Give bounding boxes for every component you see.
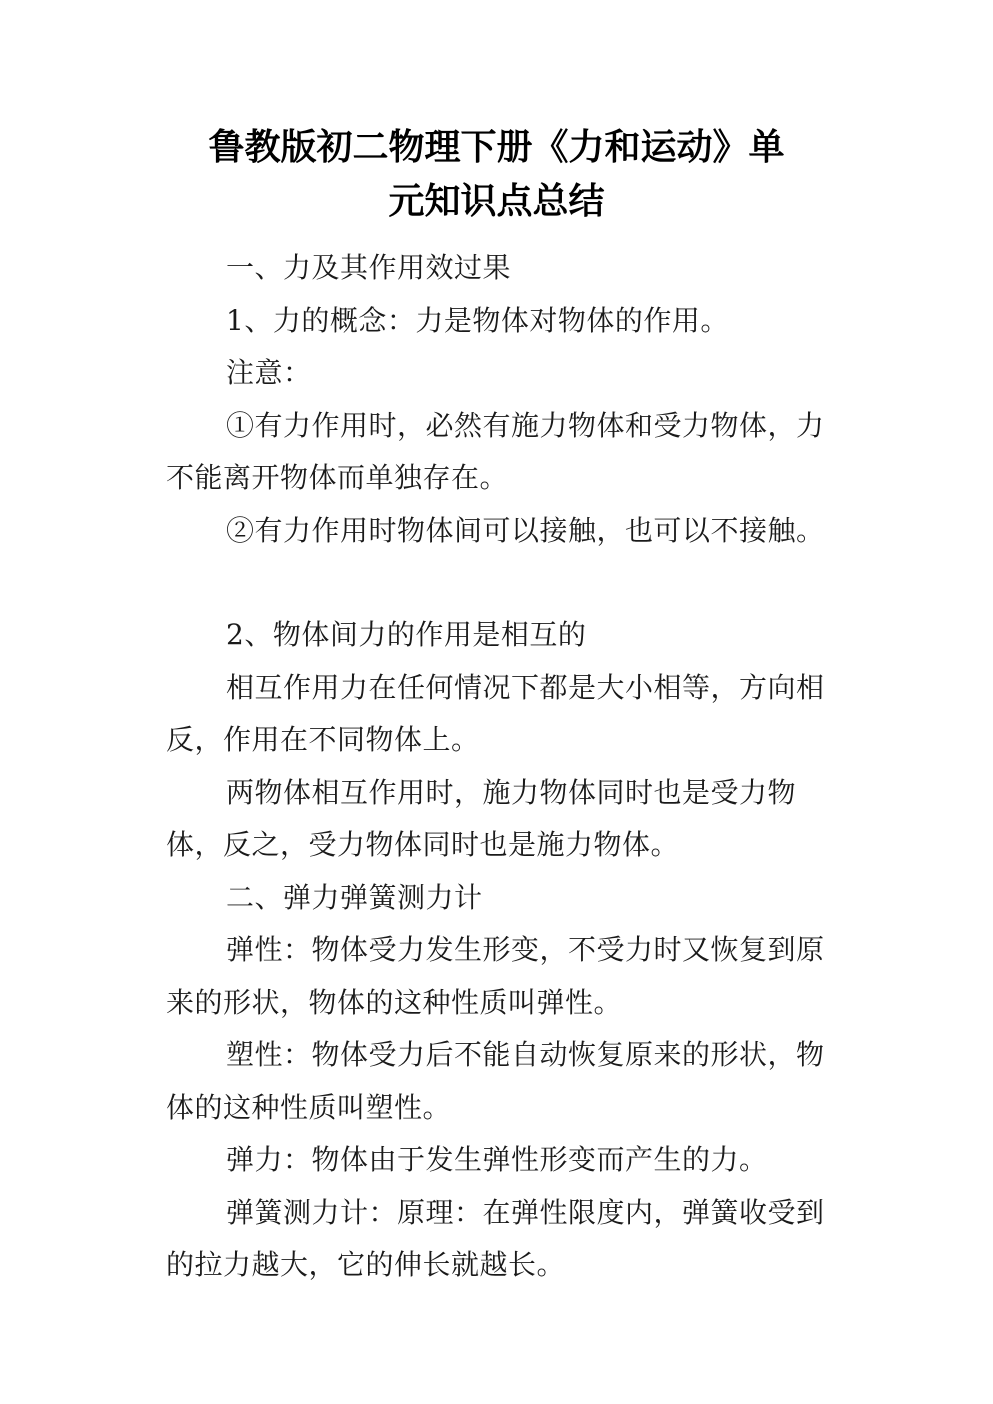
paragraph-plasticity: 塑性：物体受力后不能自动恢复原来的形状，物体的这种性质叫塑性。: [166, 1038, 825, 1124]
document-title-line-1: 鲁教版初二物理下册《力和运动》单: [208, 127, 785, 168]
paragraph-mutual-force-2: 两物体相互作用时，施力物体同时也是受力物体，反之，受力物体同时也是施力物体。: [166, 775, 797, 861]
paragraph-force-concept: 1、力的概念：力是物体对物体的作用。: [226, 303, 729, 337]
section-heading-elastic-force: 二、弹力弹簧测力计: [226, 880, 483, 914]
paragraph-note-label: 注意：: [226, 356, 312, 389]
paragraph-note-1: ①有力作用时，必然有施力物体和受力物体，力不能离开物体而单独存在。: [166, 408, 825, 494]
paragraph-note-2: ②有力作用时物体间可以接触，也可以不接触。: [226, 513, 825, 547]
paragraph-elastic-force: 弹力：物体由于发生弹性形变而产生的力。: [226, 1143, 768, 1176]
paragraph-spring-scale: 弹簧测力计：原理：在弹性限度内，弹簧收受到的拉力越大，它的伸长就越长。: [166, 1195, 825, 1281]
paragraph-mutual-force-heading: 2、物体间力的作用是相互的: [226, 618, 587, 651]
section-heading-force: 一、力及其作用效过果: [226, 251, 512, 284]
document-body: [166, 242, 846, 1292]
paragraph-spacer: [166, 557, 846, 609]
paragraph-elasticity: 弹性：物体受力发生形变，不受力时又恢复到原来的形状，物体的这种性质叫弹性。: [166, 933, 825, 1019]
paragraph-mutual-force-1: 相互作用力在任何情况下都是大小相等，方向相反，作用在不同物体上。: [166, 670, 825, 756]
document-title-line-2: 元知识点总结: [388, 181, 605, 222]
